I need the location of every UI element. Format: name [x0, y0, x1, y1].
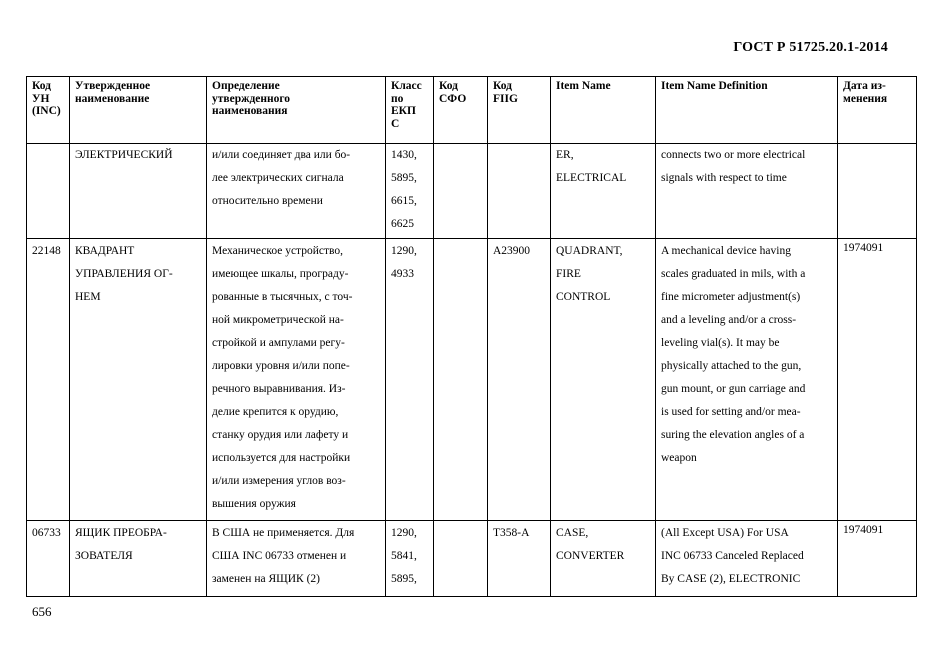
header-line: FIIG [493, 92, 518, 105]
cell-line: physically attached to the gun, [661, 360, 802, 372]
cell-line: вышения оружия [212, 498, 296, 510]
table-header-row [27, 77, 917, 144]
cell-approved-name [70, 144, 207, 239]
cell-line: и/или измерения углов воз- [212, 475, 346, 487]
table-row [27, 239, 917, 521]
table-row [27, 521, 917, 597]
cell-line: ной микрометрической на- [212, 314, 344, 326]
cell-line: scales graduated in mils, with a [661, 268, 806, 280]
cell-line: INC 06733 Canceled Replaced [661, 550, 804, 562]
cell-line: leveling vial(s). It may be [661, 337, 780, 349]
cell-line: suring the elevation angles of a [661, 429, 805, 441]
cell-fiig [488, 521, 551, 597]
cell-line: QUADRANT, [556, 245, 623, 257]
header-line: ЕКП [391, 105, 416, 117]
cell-change-date [838, 144, 917, 239]
header-fiig [488, 77, 551, 144]
cell-item-name [551, 239, 656, 521]
cell-line: is used for setting and/or mea- [661, 406, 801, 418]
cell-inc [27, 521, 70, 597]
page-number: 656 [32, 604, 52, 619]
cell-sfo [434, 144, 488, 239]
cell-item-name-definition [656, 144, 838, 239]
cell-line: CONVERTER [556, 550, 625, 562]
cell-line: 1430, [391, 149, 417, 161]
catalog-table [26, 76, 917, 597]
header-line: наименования [212, 105, 288, 117]
cell-line: weapon [661, 452, 697, 464]
cell-line: T358-A [493, 527, 530, 539]
cell-change-date [838, 239, 917, 521]
cell-line: ER, [556, 149, 574, 161]
cell-line: 5895, [391, 573, 417, 585]
cell-line: A mechanical device having [661, 245, 791, 257]
cell-line: connects two or more electrical [661, 149, 806, 161]
cell-definition [207, 521, 386, 597]
cell-line: (All Except USA) For USA [661, 527, 789, 539]
cell-item-name [551, 144, 656, 239]
cell-line: делие крепится к орудию, [212, 406, 339, 418]
cell-change-date [838, 521, 917, 597]
cell-line: Механическое устройство, [212, 245, 343, 257]
cell-inc [27, 144, 70, 239]
cell-line: CONTROL [556, 291, 611, 303]
cell-line: имеющее шкалы, програду- [212, 268, 349, 280]
header-line: УН [32, 92, 50, 105]
header-line: С [391, 117, 400, 130]
cell-line: рованные в тысячных, с точ- [212, 291, 353, 303]
cell-line: 5895, [391, 172, 417, 184]
header-line: менения [843, 92, 888, 105]
cell-line: 1290, [391, 527, 417, 539]
header-line: Код [32, 80, 52, 92]
cell-line: НЕМ [75, 291, 101, 303]
cell-line: FIRE [556, 268, 581, 280]
cell-definition [207, 144, 386, 239]
cell-line: 1974091 [843, 242, 884, 254]
cell-class [386, 521, 434, 597]
header-class [386, 77, 434, 144]
cell-line: gun mount, or gun carriage and [661, 383, 806, 395]
cell-line: and a leveling and/or a cross- [661, 314, 797, 326]
cell-line: КВАДРАНТ [75, 245, 135, 257]
cell-item-name [551, 521, 656, 597]
header-line: Утвержденное [75, 80, 151, 92]
cell-line: A23900 [493, 245, 531, 257]
cell-item-name-definition [656, 521, 838, 597]
header-inc [27, 77, 70, 144]
cell-line: 6625 [391, 218, 414, 230]
header-line: Дата из- [843, 80, 886, 92]
cell-item-name-definition [656, 239, 838, 521]
header-item-name-definition [656, 77, 838, 144]
cell-line: относительно времени [212, 195, 323, 207]
cell-sfo [434, 239, 488, 521]
cell-class [386, 144, 434, 239]
cell-line: ЯЩИК ПРЕОБРА- [75, 527, 167, 539]
cell-line: fine micrometer adjustment(s) [661, 291, 801, 303]
cell-inc [27, 239, 70, 521]
cell-approved-name [70, 521, 207, 597]
header-line: СФО [439, 92, 467, 105]
cell-line: ЗОВАТЕЛЯ [75, 550, 133, 562]
header-sfo [434, 77, 488, 144]
cell-fiig [488, 144, 551, 239]
cell-line: США INC 06733 отменен и [212, 550, 347, 562]
header-definition [207, 77, 386, 144]
cell-line: используется для настройки [212, 452, 351, 464]
cell-line: речного выравнивания. Из- [212, 383, 346, 395]
cell-line: 5841, [391, 550, 417, 562]
cell-class [386, 239, 434, 521]
cell-line: 22148 [32, 245, 61, 257]
cell-line: CASE, [556, 527, 589, 539]
cell-line: стройкой и ампулами регу- [212, 337, 345, 349]
cell-line: станку орудия или лафету и [212, 429, 349, 441]
header-line: по [391, 92, 404, 105]
cell-line: 1290, [391, 245, 417, 257]
cell-line: лее электрических сигнала [212, 172, 344, 184]
header-line: наименование [75, 92, 150, 105]
header-line: Item Name [556, 80, 611, 92]
cell-line: 4933 [391, 268, 414, 280]
cell-definition [207, 239, 386, 521]
cell-line: УПРАВЛЕНИЯ ОГ- [75, 268, 173, 280]
cell-line: лировки уровня и/или попе- [212, 360, 350, 372]
cell-line: ЭЛЕКТРИЧЕСКИЙ [75, 149, 173, 161]
cell-line: signals with respect to time [661, 172, 787, 184]
document-title: ГОСТ Р 51725.20.1-2014 [733, 40, 888, 55]
header-line: (INC) [32, 105, 61, 117]
header-line: утвержденного [212, 92, 291, 105]
header-change-date [838, 77, 917, 144]
cell-line: By CASE (2), ELECTRONIC [661, 573, 801, 585]
cell-line: 1974091 [843, 524, 884, 536]
header-item-name [551, 77, 656, 144]
cell-line: и/или соединяет два или бо- [212, 149, 351, 161]
header-line: Определение [212, 80, 280, 92]
cell-sfo [434, 521, 488, 597]
header-line: Item Name Definition [661, 80, 768, 92]
cell-line: 06733 [32, 527, 61, 539]
cell-fiig [488, 239, 551, 521]
cell-approved-name [70, 239, 207, 521]
cell-line: В США не применяется. Для [212, 527, 355, 539]
table-row [27, 144, 917, 239]
cell-line: заменен на ЯЩИК (2) [212, 573, 320, 585]
header-line: Код [493, 80, 513, 92]
header-approved-name [70, 77, 207, 144]
cell-line: ELECTRICAL [556, 172, 627, 184]
header-line: Код [439, 80, 459, 92]
cell-line: 6615, [391, 195, 417, 207]
header-line: Класс [391, 80, 422, 92]
